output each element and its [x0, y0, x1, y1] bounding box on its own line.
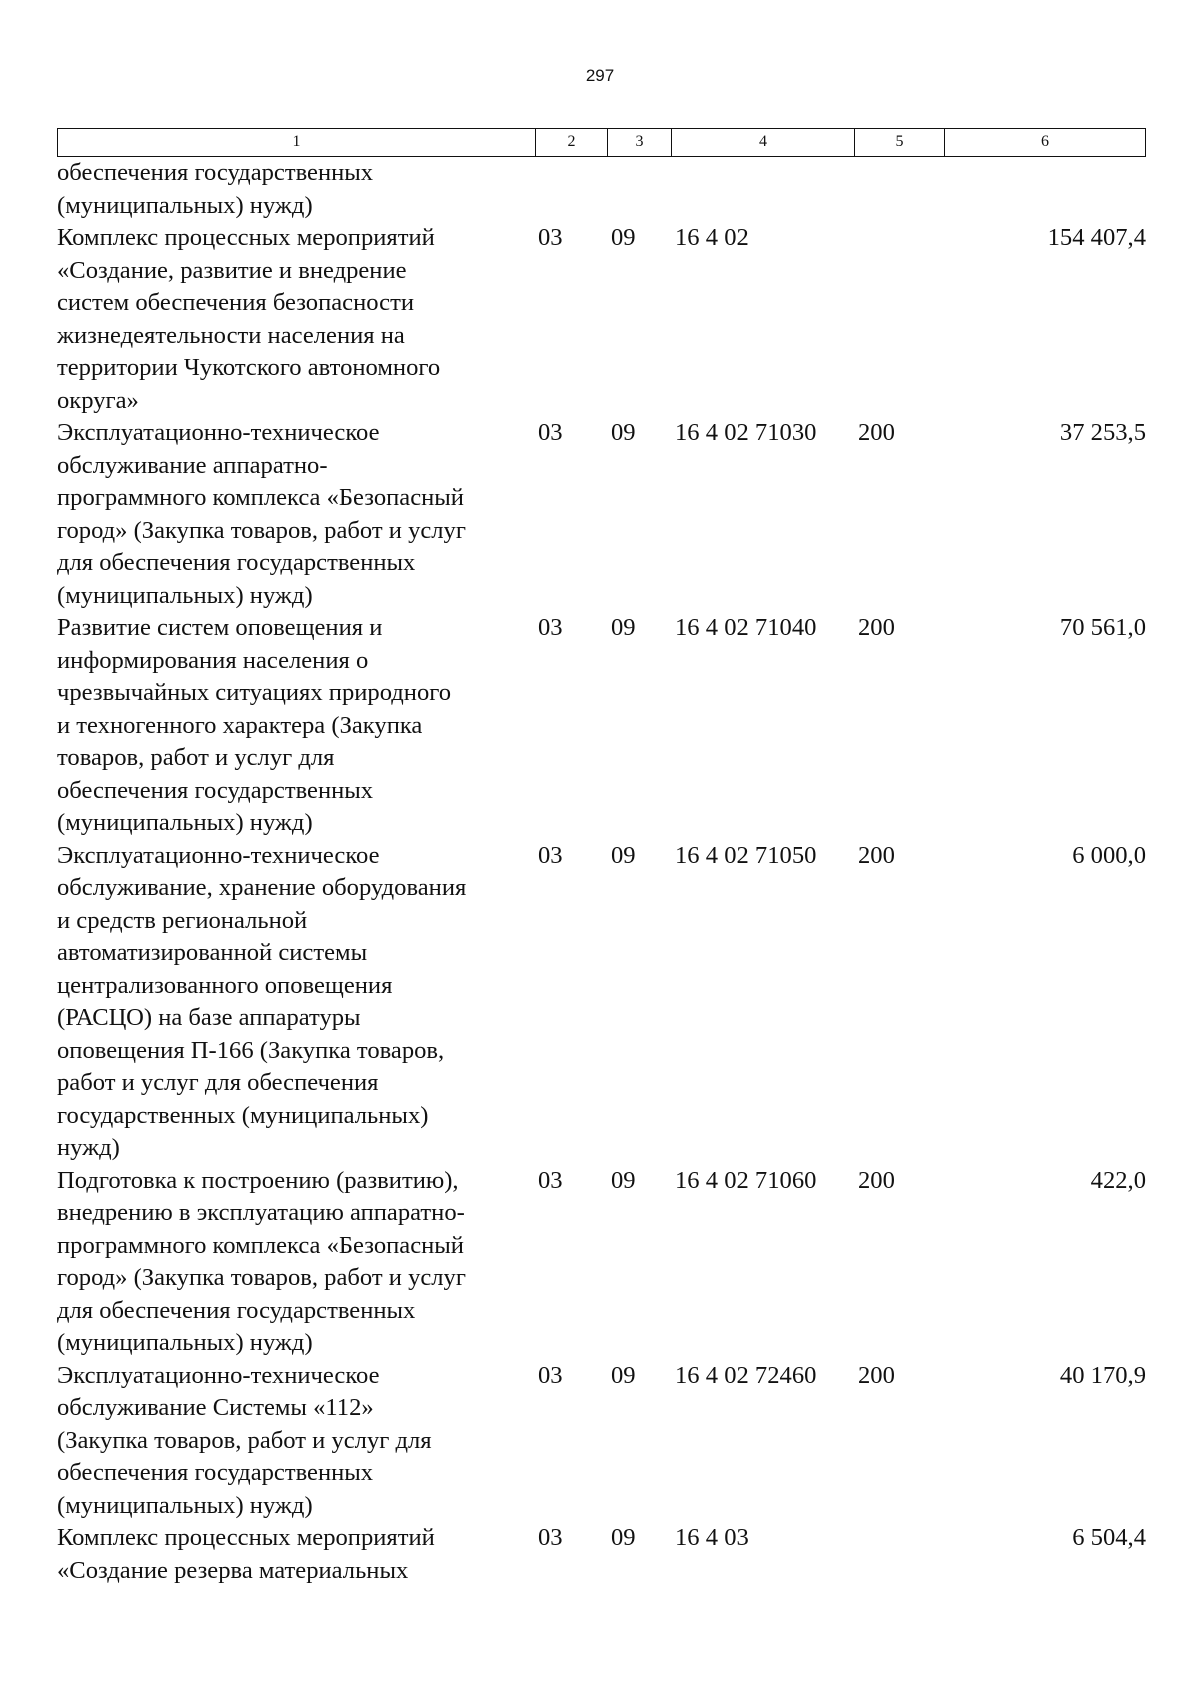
description-line: обеспечения государственных — [57, 159, 374, 186]
target-article-code: 16 4 02 — [675, 224, 749, 251]
description-line: обслуживание Системы «112» — [57, 1394, 374, 1421]
section-code: 03 — [538, 419, 563, 446]
description-line: территории Чукотского автономного — [57, 354, 441, 381]
description-line: (муниципальных) нужд) — [57, 191, 313, 219]
description-line: работ и услуг для обеспечения — [57, 1069, 379, 1096]
amount: 70 561,0 — [1059, 614, 1146, 641]
table-row — [57, 1360, 1146, 1523]
amount: 422,0 — [1090, 1166, 1146, 1194]
subsection-code: 09 — [611, 1166, 636, 1194]
description-line: обслуживание, хранение оборудования — [57, 874, 467, 901]
description-line: государственных (муниципальных) — [57, 1101, 429, 1129]
budget-table-body — [57, 157, 1146, 1587]
column-header-3: 3 — [608, 129, 672, 156]
column-header-row — [57, 128, 1146, 157]
description-line: информирования населения о — [57, 646, 369, 674]
description-line: Развитие систем оповещения и — [57, 614, 383, 641]
description-line: оповещения П-166 (Закупка товаров, — [57, 1036, 445, 1064]
target-article-code — [675, 157, 858, 222]
section-code: 03 — [538, 1166, 563, 1194]
target-article-code: 16 4 02 72460 — [675, 1361, 817, 1389]
section-code: 03 — [538, 841, 563, 869]
table-row — [57, 222, 1146, 417]
amount — [948, 157, 1146, 222]
description-line: обеспечения государственных — [57, 776, 374, 804]
table-row — [57, 612, 1146, 840]
description-line: город» (Закупка товаров, работ и услуг — [57, 1264, 466, 1291]
description-line: Подготовка к построению (развитию), — [57, 1166, 459, 1194]
amount: 6 504,4 — [1072, 1524, 1146, 1551]
subsection-code — [610, 157, 675, 222]
description-line: (муниципальных) нужд) — [57, 1329, 313, 1356]
description-line: «Создание, развитие и внедрение — [57, 256, 407, 284]
description-line: внедрению в эксплуатацию аппаратно- — [57, 1199, 465, 1226]
description-line: «Создание резерва материальных — [57, 1556, 409, 1584]
expense-type-code: 200 — [858, 1361, 895, 1389]
target-article-code: 16 4 03 — [675, 1524, 749, 1551]
table-row — [57, 1165, 1146, 1360]
description-line: программного комплекса «Безопасный — [57, 1231, 464, 1259]
section-code: 03 — [538, 1524, 563, 1551]
description-line: Эксплуатационно-техническое — [57, 841, 380, 869]
subsection-code: 09 — [611, 1361, 636, 1389]
description-line: обеспечения государственных — [57, 1459, 374, 1486]
expense-type-code: 200 — [858, 1166, 895, 1194]
description-line: программного комплекса «Безопасный — [57, 484, 464, 511]
column-header-6: 6 — [1041, 133, 1049, 150]
description-line: округа» — [57, 386, 139, 414]
expense-description — [57, 1522, 535, 1587]
column-header-5: 5 — [855, 129, 945, 156]
description-line: систем обеспечения безопасности — [57, 289, 414, 316]
section-code — [535, 157, 610, 222]
description-line: чрезвычайных ситуациях природного — [57, 679, 452, 706]
amount: 154 407,4 — [1047, 224, 1146, 251]
expense-description — [57, 1165, 535, 1360]
subsection-code: 09 — [611, 841, 636, 869]
description-line: Эксплуатационно-техническое — [57, 1361, 380, 1389]
target-article-code: 16 4 02 71040 — [675, 614, 817, 641]
amount: 37 253,5 — [1059, 419, 1146, 446]
section-code: 03 — [538, 614, 563, 641]
description-line: (РАСЦО) на базе аппаратуры — [57, 1004, 361, 1031]
description-line: автоматизированной системы — [57, 939, 368, 966]
table-row — [57, 417, 1146, 612]
description-line: Эксплуатационно-техническое — [57, 419, 380, 446]
subsection-code: 09 — [611, 614, 636, 641]
description-line: и средств региональной — [57, 906, 308, 934]
expense-description — [57, 157, 535, 222]
expense-description — [57, 1360, 535, 1523]
expense-description — [57, 222, 535, 417]
description-line: централизованного оповещения — [57, 971, 393, 999]
expense-description — [57, 840, 535, 1165]
description-line: (муниципальных) нужд) — [57, 581, 313, 609]
page-number: 297 — [585, 66, 615, 85]
description-line: товаров, работ и услуг для — [57, 744, 335, 771]
target-article-code: 16 4 02 71050 — [675, 841, 817, 869]
column-header-4: 4 — [672, 129, 855, 156]
description-line: Комплекс процессных мероприятий — [57, 1524, 435, 1551]
description-line: и техногенного характера (Закупка — [57, 711, 423, 739]
section-code: 03 — [538, 224, 563, 251]
section-code: 03 — [538, 1361, 563, 1389]
description-line: жизнедеятельности населения на — [57, 321, 405, 349]
subsection-code: 09 — [611, 419, 636, 446]
description-line: (муниципальных) нужд) — [57, 1491, 313, 1519]
table-row — [57, 1522, 1146, 1587]
description-line: обслуживание аппаратно- — [57, 451, 328, 479]
description-line: (Закупка товаров, работ и услуг для — [57, 1426, 432, 1454]
amount: 6 000,0 — [1072, 841, 1146, 869]
subsection-code: 09 — [611, 1524, 636, 1551]
expense-type-code — [858, 157, 948, 222]
description-line: для обеспечения государственных — [57, 549, 416, 576]
target-article-code: 16 4 02 71060 — [675, 1166, 817, 1194]
description-line: нужд) — [57, 1134, 120, 1161]
column-header-1: 1 — [58, 129, 536, 156]
expense-type-code — [858, 222, 948, 417]
expense-type-code: 200 — [858, 419, 895, 446]
column-header-2: 2 — [536, 129, 608, 156]
expense-type-code: 200 — [858, 614, 895, 641]
expense-type-code — [858, 1522, 948, 1587]
description-line: Комплекс процессных мероприятий — [57, 224, 435, 251]
subsection-code: 09 — [611, 224, 636, 251]
target-article-code: 16 4 02 71030 — [675, 419, 817, 446]
description-line: город» (Закупка товаров, работ и услуг — [57, 516, 466, 544]
table-row — [57, 840, 1146, 1165]
description-line: для обеспечения государственных — [57, 1296, 416, 1324]
expense-type-code: 200 — [858, 841, 895, 869]
expense-description — [57, 612, 535, 840]
table-row — [57, 157, 1146, 222]
expense-description — [57, 417, 535, 612]
amount: 40 170,9 — [1059, 1361, 1146, 1389]
description-line: (муниципальных) нужд) — [57, 809, 313, 836]
